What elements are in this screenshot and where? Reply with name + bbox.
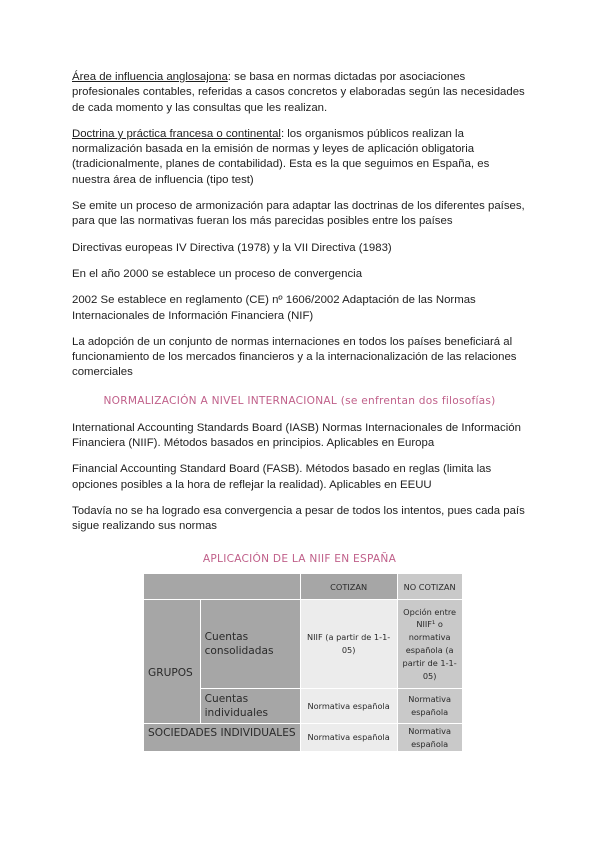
sociedades-cotizan-cell: Normativa española [300, 724, 397, 752]
paragraph-fasb: Financial Accounting Standard Board (FASB). Métodos basado en reglas (limita las opciones posibles a la hora de reflejar la realidad). Aplicables en EEUU [72, 463, 492, 491]
heading-aplicacion: APLICACIÓN DE LA NIIF EN ESPAÑA [202, 552, 397, 565]
paragraph-2000: En el año 2000 se establece un proceso de convergencia [72, 267, 363, 280]
paragraph-iasb: International Accounting Standards Board (IASB) Normas Internacionales de Información Financiera (NIIF). Métodos basados en principios. Aplicables en Europa [72, 421, 521, 450]
paragraph-anglosajona [72, 70, 527, 116]
paragraph-adopcion: La adopción de un conjunto de normas internaciones en todos los países beneficiará al funcionamiento de los mercados financieros y a la internacionalización de las relaciones comerciales [72, 335, 517, 379]
consolidadas-cotizan-cell: NIIF (a partir de 1-1-05) [300, 600, 397, 689]
consolidadas-no-cotizan-cell: Opción entre NIIF¹ o normativa española (a partir de 1-1-05) [397, 600, 462, 689]
document-page [72, 70, 527, 583]
individuales-no-cotizan-cell: Normativa española [397, 689, 462, 724]
sociedades-individuales-label: SOCIEDADES INDIVIDUALES [144, 724, 301, 752]
doctrina-label: Doctrina y práctica francesa o continental [72, 127, 281, 140]
grupos-label: GRUPOS [144, 600, 201, 724]
doctrina-text: : los organismos públicos realizan la normalización basada en la emisión de normas y leyes de aplicación obligatoria (tradicionalmente, planes de contabilidad). Esta es la que seguimos en España, es nuestra área de influencia (tipo test) [72, 127, 490, 186]
paragraph-2002: 2002 Se establece en reglamento (CE) nº 1606/2002 Adaptación de las Normas Internacionales de Información Financiera (NIF) [72, 294, 476, 322]
paragraph-armonizacion: Se emite un proceso de armonización para adaptar las doctrinas de los diferentes países, para que las normativas fueran los más parecidas posibles entre los países [72, 200, 525, 228]
table-corner-cell [144, 574, 301, 600]
paragraph-doctrina [72, 127, 527, 188]
header-cotizan: COTIZAN [300, 574, 397, 600]
anglo-label: Área de influencia anglosajona [72, 71, 228, 83]
individuales-cotizan-cell: Normativa española [300, 689, 397, 724]
niif-table [143, 573, 463, 752]
paragraph-directivas: Directivas europeas IV Directiva (1978) y la VII Directiva (1983) [72, 241, 392, 254]
paragraph-todavia: Todavía no se ha logrado esa convergencia a pesar de todos los intentos, pues cada país sigue realizando sus normas [72, 504, 525, 533]
sociedades-no-cotizan-cell: Normativa española [397, 724, 462, 752]
anglo-text: : se basa en normas dictadas por asociaciones profesionales contables, referidas a casos concretos y elaboradas según las necesidades de cada momento y las consultas que les realizan. [72, 71, 525, 114]
heading-internacional: NORMALIZACIÓN A NIVEL INTERNACIONAL (se enfrentan dos filosofías) [103, 394, 496, 407]
header-no-cotizan: NO COTIZAN [397, 574, 462, 600]
cuentas-individuales-label: Cuentas individuales [200, 689, 300, 724]
cuentas-consolidadas-label: Cuentas consolidadas [200, 600, 300, 689]
